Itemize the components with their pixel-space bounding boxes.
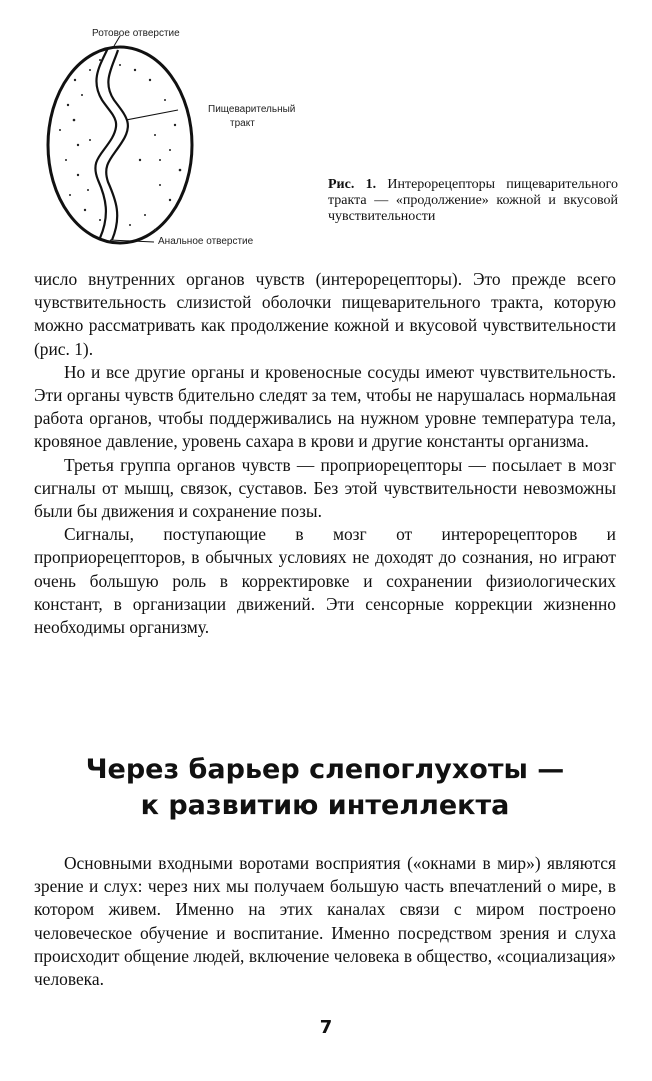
heading-line-2: к развитию интеллекта xyxy=(140,790,510,821)
label-mouth: Ротовое отверстие xyxy=(92,28,180,39)
figure-digestive-tract xyxy=(30,20,330,250)
paragraph-4: Сигналы, поступающие в мозг от интерорецепторов и проприорецепторов, в обычных условиях не доходят до сознания, но играют очень большую роль в корректировке и сохранении физиологических констант, в организации движений. Эти сенсорные коррекции жизненно необходимы организму. xyxy=(34,524,616,638)
caption-number: Рис. 1. xyxy=(328,177,377,192)
paragraph-2: Но и все другие органы и кровеносные сосуды имеют чувствительность. Эти органы чувств бдительно следят за тем, чтобы не нарушалась нормальная работа органов, чтобы поддерживались на нужном уровне температура тела, кровяное давление, уровень сахара в крови и другие константы организма. xyxy=(34,361,616,452)
label-tract-line1: Пищеварительный xyxy=(208,104,296,115)
label-tract-line2: тракт xyxy=(230,118,255,129)
section-text xyxy=(34,852,616,991)
section-paragraph-1: Основными входными воротами восприятия («окнами в мир») являются зрение и слух: через них мы получаем большую часть впечатлений о мире, в котором живем. Именно на этих каналах связи с миром построено человеческое обучение и воспитание. Именно посредством зрения и слуха происходит общение людей, включение человека в общество, «социализация» человека. xyxy=(34,853,616,990)
heading-line-1: Через барьер слепоглухоты — xyxy=(85,754,565,785)
page-number: 7 xyxy=(319,1017,333,1038)
digestive-tract-diagram xyxy=(30,20,330,250)
section-heading xyxy=(34,752,616,824)
paragraph-3: Третья группа органов чувств — проприорецепторы — посылает в мозг сигналы от мышц, связок, суставов. Без этой чувствительности невозможны были бы движения и сохранение позы. xyxy=(34,454,616,522)
body-text xyxy=(34,268,616,639)
caption-text: Интерорецепторы пищеварительного тракта — «продолжение» кожной и вкусовой чувствительности xyxy=(328,177,619,224)
label-anus: Анальное отверстие xyxy=(158,236,254,247)
figure-caption xyxy=(328,177,618,225)
paragraph-1: число внутренних органов чувств (интерорецепторы). Это прежде всего чувствительность слизистой оболочки пищеварительного тракта, которую можно рассматривать как продолжение кожной и вкусовой чувствительности (рис. 1). xyxy=(34,269,616,359)
